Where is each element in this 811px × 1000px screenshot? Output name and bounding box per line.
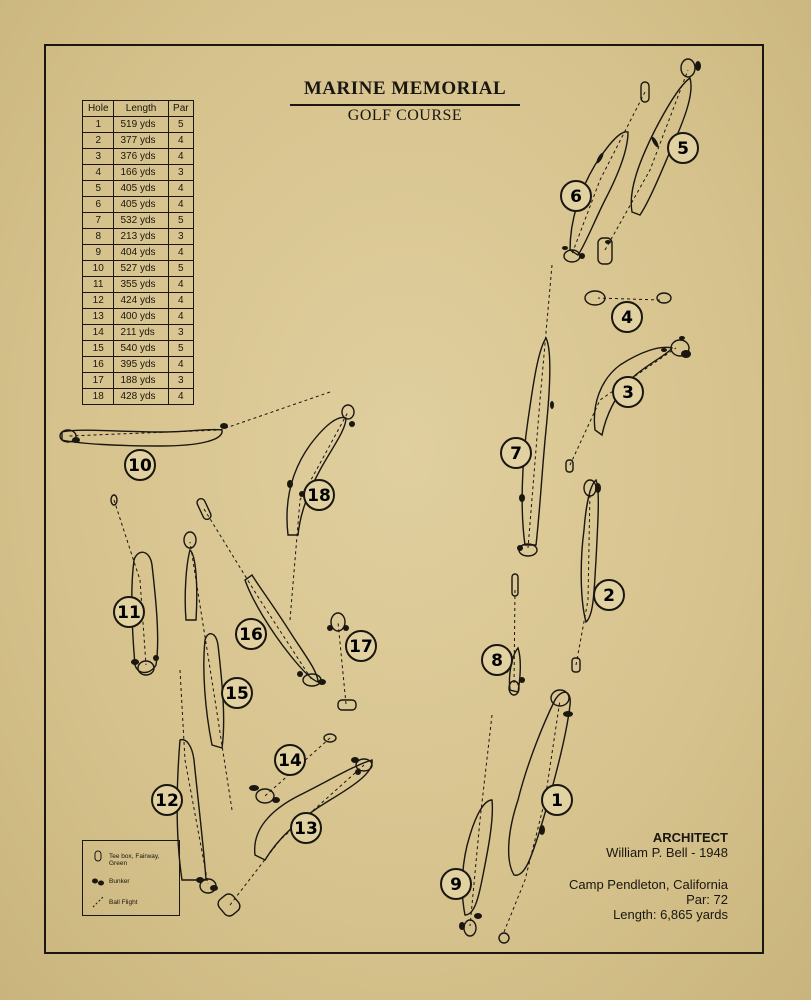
- hole-11-ball-flight: [114, 500, 146, 665]
- scorecard-hole-cell: 10: [83, 261, 114, 277]
- hole-label-14: [275, 745, 305, 775]
- bunker: [131, 659, 139, 665]
- hole-label-15: [222, 678, 252, 708]
- scorecard-length-cell: 424 yds: [114, 293, 168, 309]
- hole-label-10: [125, 450, 155, 480]
- hole-9-green: [464, 920, 476, 936]
- map-legend: [82, 840, 180, 916]
- scorecard-par-cell: 4: [168, 389, 193, 405]
- scorecard-length-cell: 213 yds: [114, 229, 168, 245]
- bunker: [196, 877, 204, 883]
- scorecard-hole-cell: 6: [83, 197, 114, 213]
- legend-ball-flight-icon: [93, 897, 103, 907]
- scorecard-length-cell: 377 yds: [114, 133, 168, 149]
- scorecard-length-cell: 540 yds: [114, 341, 168, 357]
- scorecard-par-cell: 4: [168, 133, 193, 149]
- hole-14-green: [256, 789, 274, 803]
- bunker: [539, 825, 545, 835]
- legend-bunker-icon: [98, 881, 104, 886]
- scorecard-length-cell: 376 yds: [114, 149, 168, 165]
- bunker: [681, 350, 691, 358]
- scorecard-length-cell: 166 yds: [114, 165, 168, 181]
- scorecard-hole-cell: 1: [83, 117, 114, 133]
- hole-label-2: [594, 580, 624, 610]
- hole-label-17: [346, 631, 376, 661]
- bunker: [579, 253, 585, 259]
- hole-4-tee: [657, 293, 671, 303]
- hole-18-green: [342, 405, 354, 419]
- bunker: [272, 797, 280, 803]
- scorecard-length-cell: 428 yds: [114, 389, 168, 405]
- bunker: [517, 545, 523, 551]
- hole-17-tee: [338, 700, 356, 710]
- bunker: [519, 494, 525, 502]
- bunker: [327, 625, 333, 631]
- scorecard-length-cell: 519 yds: [114, 117, 168, 133]
- hole-label-17-text: 17: [349, 637, 373, 657]
- hole-1-ball-flight: [504, 700, 560, 932]
- hole-12-fairway: [177, 740, 206, 880]
- hole-15-fairway-upper: [185, 550, 197, 620]
- hole-label-9-text: 9: [450, 875, 462, 895]
- bunker: [343, 625, 349, 631]
- hole-label-15-text: 15: [225, 684, 249, 704]
- hole-1-tee: [499, 933, 509, 943]
- hole-label-6-text: 6: [570, 187, 582, 207]
- hole-label-1-text: 1: [551, 791, 563, 811]
- bunker: [153, 655, 159, 661]
- header-length: Length: [114, 101, 168, 117]
- hole-label-7-text: 7: [510, 444, 522, 464]
- hole-10-fairway: [62, 429, 222, 446]
- hole-1-fairway: [509, 692, 571, 875]
- scorecard-par-cell: 3: [168, 229, 193, 245]
- bunker: [679, 336, 685, 340]
- course-par: Par: 72: [686, 892, 728, 907]
- bunker: [563, 711, 573, 717]
- header-par: Par: [168, 101, 193, 117]
- hole-label-8: [482, 645, 512, 675]
- hole-10-ball-flight: [68, 392, 330, 436]
- hole-label-3-text: 3: [622, 383, 634, 403]
- scorecard-par-cell: 3: [168, 165, 193, 181]
- scorecard-par-cell: 5: [168, 261, 193, 277]
- scorecard-hole-cell: 14: [83, 325, 114, 341]
- hole-3-tee: [566, 460, 573, 472]
- scorecard-hole-cell: 8: [83, 229, 114, 245]
- scorecard-hole-cell: 16: [83, 357, 114, 373]
- hole-label-12: [152, 785, 182, 815]
- scorecard-hole-cell: 5: [83, 181, 114, 197]
- bunker: [287, 480, 293, 488]
- scorecard-par-cell: 5: [168, 117, 193, 133]
- hole-labels: [114, 133, 698, 899]
- scorecard-par-cell: 4: [168, 293, 193, 309]
- bunker: [650, 136, 659, 148]
- scorecard-par-cell: 4: [168, 245, 193, 261]
- hole-label-18: [304, 480, 334, 510]
- course-location: Camp Pendleton, California: [569, 877, 728, 892]
- hole-label-4-text: 4: [621, 308, 633, 328]
- hole-label-4: [612, 302, 642, 332]
- bunker: [349, 421, 355, 427]
- bunker: [519, 677, 525, 683]
- hole-15-green: [184, 532, 196, 548]
- hole-8-ball-flight: [514, 590, 515, 686]
- scorecard-length-cell: 395 yds: [114, 357, 168, 373]
- scorecard-length-cell: 405 yds: [114, 197, 168, 213]
- hole-label-12-text: 12: [155, 791, 179, 811]
- legend-bunker-icon: [92, 879, 98, 884]
- bunker: [210, 885, 218, 891]
- scorecard-hole-cell: 18: [83, 389, 114, 405]
- scorecard-hole-cell: 13: [83, 309, 114, 325]
- scorecard-hole-cell: 12: [83, 293, 114, 309]
- architect-block: [606, 830, 728, 860]
- scorecard-hole-cell: 11: [83, 277, 114, 293]
- scorecard-length-cell: 532 yds: [114, 213, 168, 229]
- hole-label-13-text: 13: [294, 819, 318, 839]
- scorecard-hole-cell: 9: [83, 245, 114, 261]
- scorecard-length-cell: 400 yds: [114, 309, 168, 325]
- hole-17-ball-flight: [338, 622, 346, 704]
- bunker: [474, 913, 482, 919]
- course-subtitle: GOLF COURSE: [347, 107, 463, 124]
- hole-label-3: [613, 377, 643, 407]
- hole-label-6: [561, 181, 591, 211]
- legend-tee-label: Tee box, Fairway, Green: [109, 853, 160, 867]
- hole-label-2-text: 2: [603, 586, 615, 606]
- hole-label-9: [441, 869, 471, 899]
- hole-label-5-text: 5: [677, 139, 689, 159]
- hole-18-fairway: [287, 417, 346, 535]
- scorecard-par-cell: 5: [168, 341, 193, 357]
- hole-label-16-text: 16: [239, 625, 263, 645]
- bunker: [297, 671, 303, 677]
- hole-label-10-text: 10: [128, 456, 152, 476]
- hole-label-18-text: 18: [307, 486, 331, 506]
- hole-2-ball-flight: [576, 490, 590, 665]
- course-details: [569, 877, 728, 922]
- hole-label-14-text: 14: [278, 751, 302, 771]
- course-title: MARINE MEMORIAL: [290, 78, 520, 106]
- hole-6-ball-flight: [572, 92, 645, 254]
- architect-heading: ARCHITECT: [652, 830, 728, 845]
- hole-label-13: [291, 813, 321, 843]
- scorecard-length-cell: 404 yds: [114, 245, 168, 261]
- bunker: [695, 61, 701, 71]
- hole-label-1: [542, 785, 572, 815]
- scorecard-par-cell: 3: [168, 325, 193, 341]
- hole-label-11-text: 11: [117, 603, 141, 623]
- scorecard-par-cell: 4: [168, 277, 193, 293]
- scorecard-length-cell: 211 yds: [114, 325, 168, 341]
- hole-label-7: [501, 438, 531, 468]
- hole-5-green: [681, 59, 695, 77]
- hole-4-ball-flight: [598, 298, 660, 300]
- hole-15-ball-flight: [190, 542, 232, 810]
- legend-tee-icon: [95, 851, 101, 861]
- architect-name: William P. Bell - 1948: [606, 845, 728, 860]
- hole-17-green: [331, 613, 345, 631]
- bunker: [72, 437, 80, 443]
- hole-18-ball-flight: [290, 412, 348, 620]
- legend-bunker-label: Bunker: [109, 878, 130, 885]
- bunker: [355, 769, 361, 775]
- bunker: [318, 679, 326, 685]
- bunker: [220, 423, 228, 429]
- bunker: [249, 785, 259, 791]
- scorecard-par-cell: 4: [168, 309, 193, 325]
- legend-ball-flight-label: Ball Flight: [109, 899, 138, 906]
- scorecard-hole-cell: 4: [83, 165, 114, 181]
- bunker: [595, 483, 601, 493]
- scorecard-par-cell: 4: [168, 149, 193, 165]
- hole-label-16: [236, 619, 266, 649]
- bunker: [605, 240, 611, 244]
- scorecard-hole-cell: 2: [83, 133, 114, 149]
- hole-9-fairway: [462, 800, 492, 915]
- course-length: Length: 6,865 yards: [613, 907, 728, 922]
- header-hole: Hole: [83, 101, 114, 117]
- scorecard-par-cell: 3: [168, 373, 193, 389]
- scorecard-hole-cell: 3: [83, 149, 114, 165]
- scorecard-length-cell: 355 yds: [114, 277, 168, 293]
- hole-9-ball-flight: [470, 715, 492, 926]
- scorecard-hole-cell: 15: [83, 341, 114, 357]
- hole-label-5: [668, 133, 698, 163]
- hole-4-green: [585, 291, 605, 305]
- scorecard-length-cell: 188 yds: [114, 373, 168, 389]
- hole-label-11: [114, 597, 144, 627]
- bunker: [562, 246, 568, 250]
- scorecard-par-cell: 5: [168, 213, 193, 229]
- hole-label-8-text: 8: [491, 651, 503, 671]
- hole-13-tee: [216, 892, 243, 919]
- scorecard-length-cell: 405 yds: [114, 181, 168, 197]
- bunker: [661, 348, 667, 352]
- scorecard-length-cell: 527 yds: [114, 261, 168, 277]
- bunker: [550, 401, 554, 409]
- scorecard-par-cell: 4: [168, 197, 193, 213]
- hole-1-green: [551, 690, 569, 706]
- scorecard-hole-cell: 7: [83, 213, 114, 229]
- hole-8-green: [509, 681, 519, 695]
- scorecard-par-cell: 4: [168, 357, 193, 373]
- bunker: [595, 152, 604, 164]
- scorecard-par-cell: 4: [168, 181, 193, 197]
- scorecard-hole-cell: 17: [83, 373, 114, 389]
- bunker: [351, 757, 359, 763]
- bunker: [459, 922, 465, 930]
